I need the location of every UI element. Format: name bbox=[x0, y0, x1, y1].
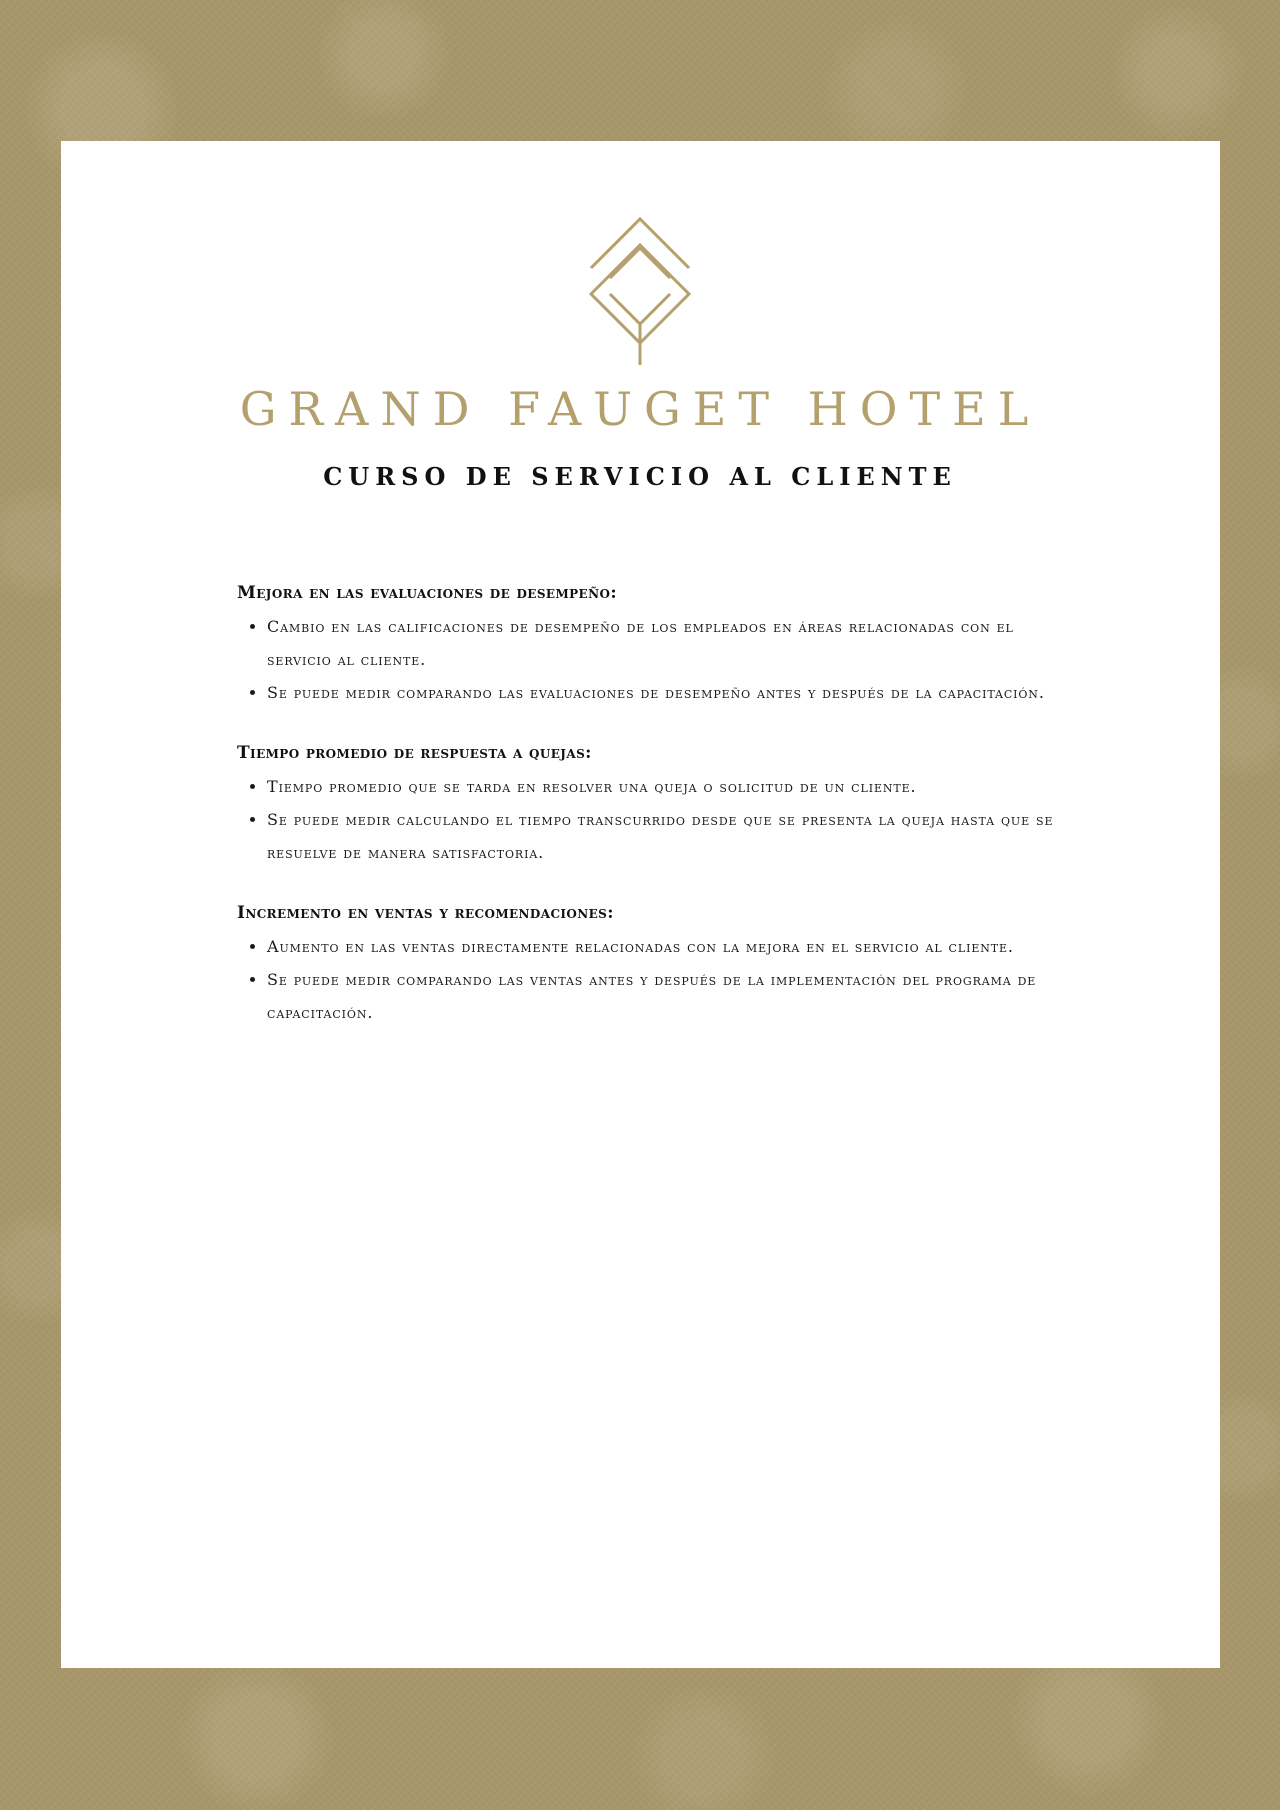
bullet-list bbox=[237, 930, 1057, 1029]
document-content bbox=[237, 580, 1057, 1060]
course-title: CURSO DE SERVICIO AL CLIENTE bbox=[323, 462, 957, 491]
hotel-name: GRAND FAUGET HOTEL bbox=[239, 382, 1041, 436]
bullet-item: • Aumento en las ventas directamente relacionadas con la mejora en el servicio al cliente. bbox=[267, 930, 1057, 963]
bullet-item: • Se puede medir comparando las ventas antes y después de la implementación del programa de capacitación. bbox=[267, 963, 1057, 1029]
section-performance-evaluations bbox=[237, 580, 1057, 709]
bullet-item: • Se puede medir comparando las evaluaciones de desempeño antes y después de la capacitación. bbox=[267, 676, 1057, 709]
diamond-tree-logo-icon bbox=[588, 210, 692, 366]
bullet-list bbox=[237, 770, 1057, 869]
section-heading: Mejora en las evaluaciones de desempeño: bbox=[237, 583, 617, 603]
bullet-item: • Tiempo promedio que se tarda en resolver una queja o solicitud de un cliente. bbox=[267, 770, 1057, 803]
section-heading: Incremento en ventas y recomendaciones: bbox=[237, 903, 614, 923]
section-heading: Tiempo promedio de respuesta a quejas: bbox=[237, 743, 592, 763]
section-sales-increase bbox=[237, 900, 1057, 1029]
bullet-item: • Cambio en las calificaciones de desempeño de los empleados en áreas relacionadas con el servicio al cliente. bbox=[267, 610, 1057, 676]
bullet-item: • Se puede medir calculando el tiempo transcurrido desde que se presenta la queja hasta que se resuelve de manera satisfactoria. bbox=[267, 803, 1057, 869]
bullet-list bbox=[237, 610, 1057, 709]
section-complaint-response-time bbox=[237, 740, 1057, 869]
